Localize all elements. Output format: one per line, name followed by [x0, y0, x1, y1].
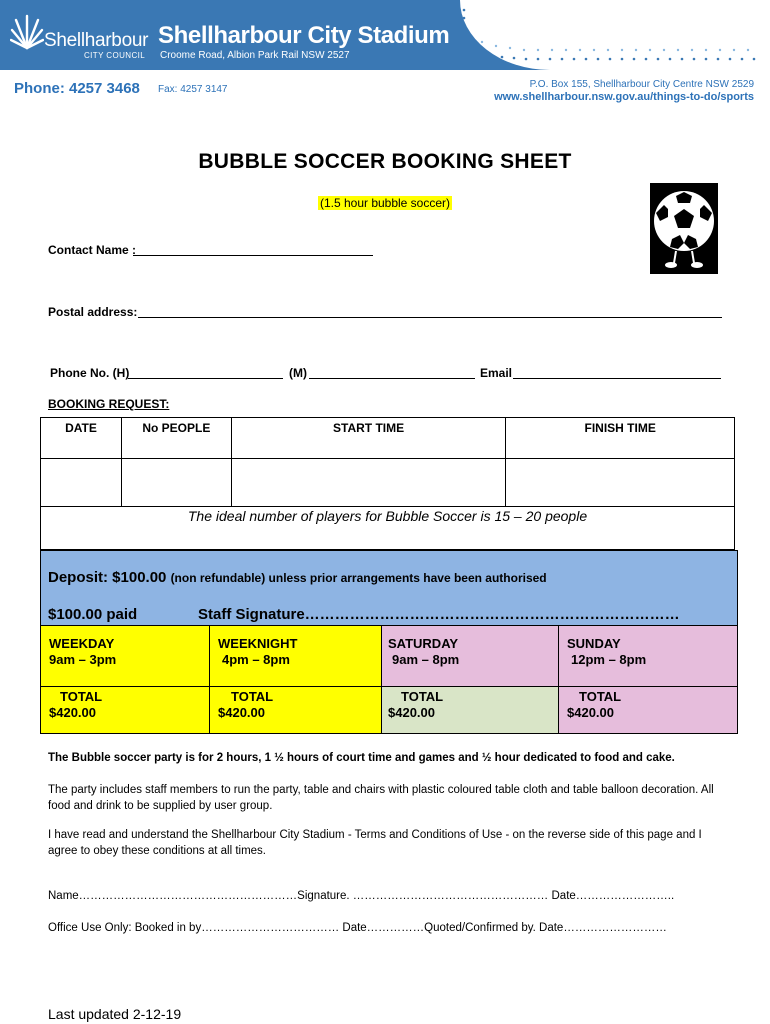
weekday-total-amount: $420.00 [49, 705, 96, 720]
saturday-total-amount: $420.00 [388, 705, 435, 720]
soccer-ball-mascot-image [650, 183, 718, 274]
weekday-total-label: TOTAL [60, 689, 103, 704]
weeknight-price-cell [209, 625, 382, 687]
booking-table-entry-row [41, 459, 735, 507]
weeknight-total-cell [209, 686, 382, 734]
column-header-date: DATE [41, 418, 122, 459]
date-input-cell[interactable] [41, 459, 122, 507]
weekday-total-cell [40, 686, 210, 734]
saturday-total-label: TOTAL [401, 689, 444, 704]
weeknight-total-label: TOTAL [231, 689, 274, 704]
phone-mobile-label: (M) [289, 366, 307, 380]
last-updated-text: Last updated 2-12-19 [48, 1006, 182, 1022]
column-header-people: No PEOPLE [121, 418, 231, 459]
saturday-hours: 9am – 8pm [392, 652, 460, 667]
postal-address-field[interactable] [138, 317, 722, 318]
po-box-address: P.O. Box 155, Shellharbour City Centre NSW 2529 [529, 79, 754, 90]
people-input-cell[interactable] [121, 459, 231, 507]
council-logo-icon [10, 10, 44, 56]
weeknight-label: WEEKNIGHT [218, 636, 298, 651]
terms-agreement-note: I have read and understand the Shellharbour City Stadium - Terms and Conditions of Use - on the reverse side of this page and I agree to obey these conditions at all times. [48, 829, 702, 857]
sunday-total-amount: $420.00 [567, 705, 614, 720]
saturday-price-cell [381, 625, 559, 687]
party-duration-note: The Bubble soccer party is for 2 hours, 1 ½ hours of court time and games and ½ hour dedicated to food and cake. [48, 752, 675, 764]
weekday-price-cell [40, 625, 210, 687]
name-signature-date-line[interactable]: Name…………………………………………………Signature. …………………………………………… Date…………………….. [48, 890, 675, 902]
contact-name-label: Contact Name : [48, 243, 137, 257]
weeknight-total-amount: $420.00 [218, 705, 265, 720]
sunday-total-cell [558, 686, 738, 734]
sunday-price-cell [558, 625, 738, 687]
page-header [0, 0, 770, 70]
stadium-address: Croome Road, Albion Park Rail NSW 2527 [160, 50, 350, 61]
sunday-label: SUNDAY [567, 636, 621, 651]
deposit-text [48, 569, 547, 586]
council-logo-name: Shellharbour [44, 30, 149, 51]
deposit-note: (non refundable) unless prior arrangements have been authorised [170, 571, 547, 585]
email-field[interactable] [513, 378, 721, 379]
booking-request-heading: BOOKING REQUEST: [48, 397, 170, 411]
weekday-label: WEEKDAY [49, 636, 115, 651]
phone-number: Phone: 4257 3468 [14, 80, 140, 97]
deposit-paid-label: $100.00 paid [48, 606, 138, 623]
sunday-hours: 12pm – 8pm [571, 652, 647, 667]
postal-address-label: Postal address: [48, 305, 138, 319]
booking-request-table [40, 417, 735, 507]
subtitle-highlight: (1.5 hour bubble soccer) [319, 196, 451, 210]
phone-home-label: Phone No. (H) [50, 366, 130, 380]
phone-home-field[interactable] [128, 378, 283, 379]
website-link[interactable]: www.shellharbour.nsw.gov.au/things-to-do/sports [494, 91, 754, 103]
office-use-line: Office Use Only: Booked in by……………………………… Date……………Quoted/Confirmed by. Date……………………… [48, 922, 667, 934]
sunday-total-label: TOTAL [579, 689, 622, 704]
saturday-label: SATURDAY [388, 636, 459, 651]
weeknight-hours: 4pm – 8pm [222, 652, 290, 667]
start-time-input-cell[interactable] [231, 459, 506, 507]
booking-table-header-row [41, 418, 735, 459]
weekday-hours: 9am – 3pm [49, 652, 117, 667]
stadium-title: Shellharbour City Stadium [158, 22, 450, 49]
dot-pattern-decoration [462, 4, 762, 66]
saturday-total-cell [381, 686, 559, 734]
staff-signature-field[interactable]: Staff Signature………………………………………………………………… [198, 606, 680, 623]
contact-name-field[interactable] [133, 255, 373, 256]
party-includes-note: The party includes staff members to run the party, table and chairs with plastic coloured table cloth and table balloon decoration. All food and drink to be supplied by user group. [48, 784, 714, 812]
phone-mobile-field[interactable] [309, 378, 475, 379]
finish-time-input-cell[interactable] [506, 459, 735, 507]
email-label: Email [480, 366, 513, 380]
ideal-players-note: The ideal number of players for Bubble Soccer is 15 – 20 people [40, 506, 735, 550]
column-header-start-time: START TIME [231, 418, 506, 459]
deposit-amount: Deposit: $100.00 [48, 569, 167, 586]
column-header-finish-time: FINISH TIME [506, 418, 735, 459]
council-logo-subtitle: CITY COUNCIL [84, 51, 146, 60]
page-title: BUBBLE SOCCER BOOKING SHEET [198, 150, 572, 173]
soccer-ball-icon [650, 183, 718, 274]
fax-number: Fax: 4257 3147 [158, 84, 228, 95]
